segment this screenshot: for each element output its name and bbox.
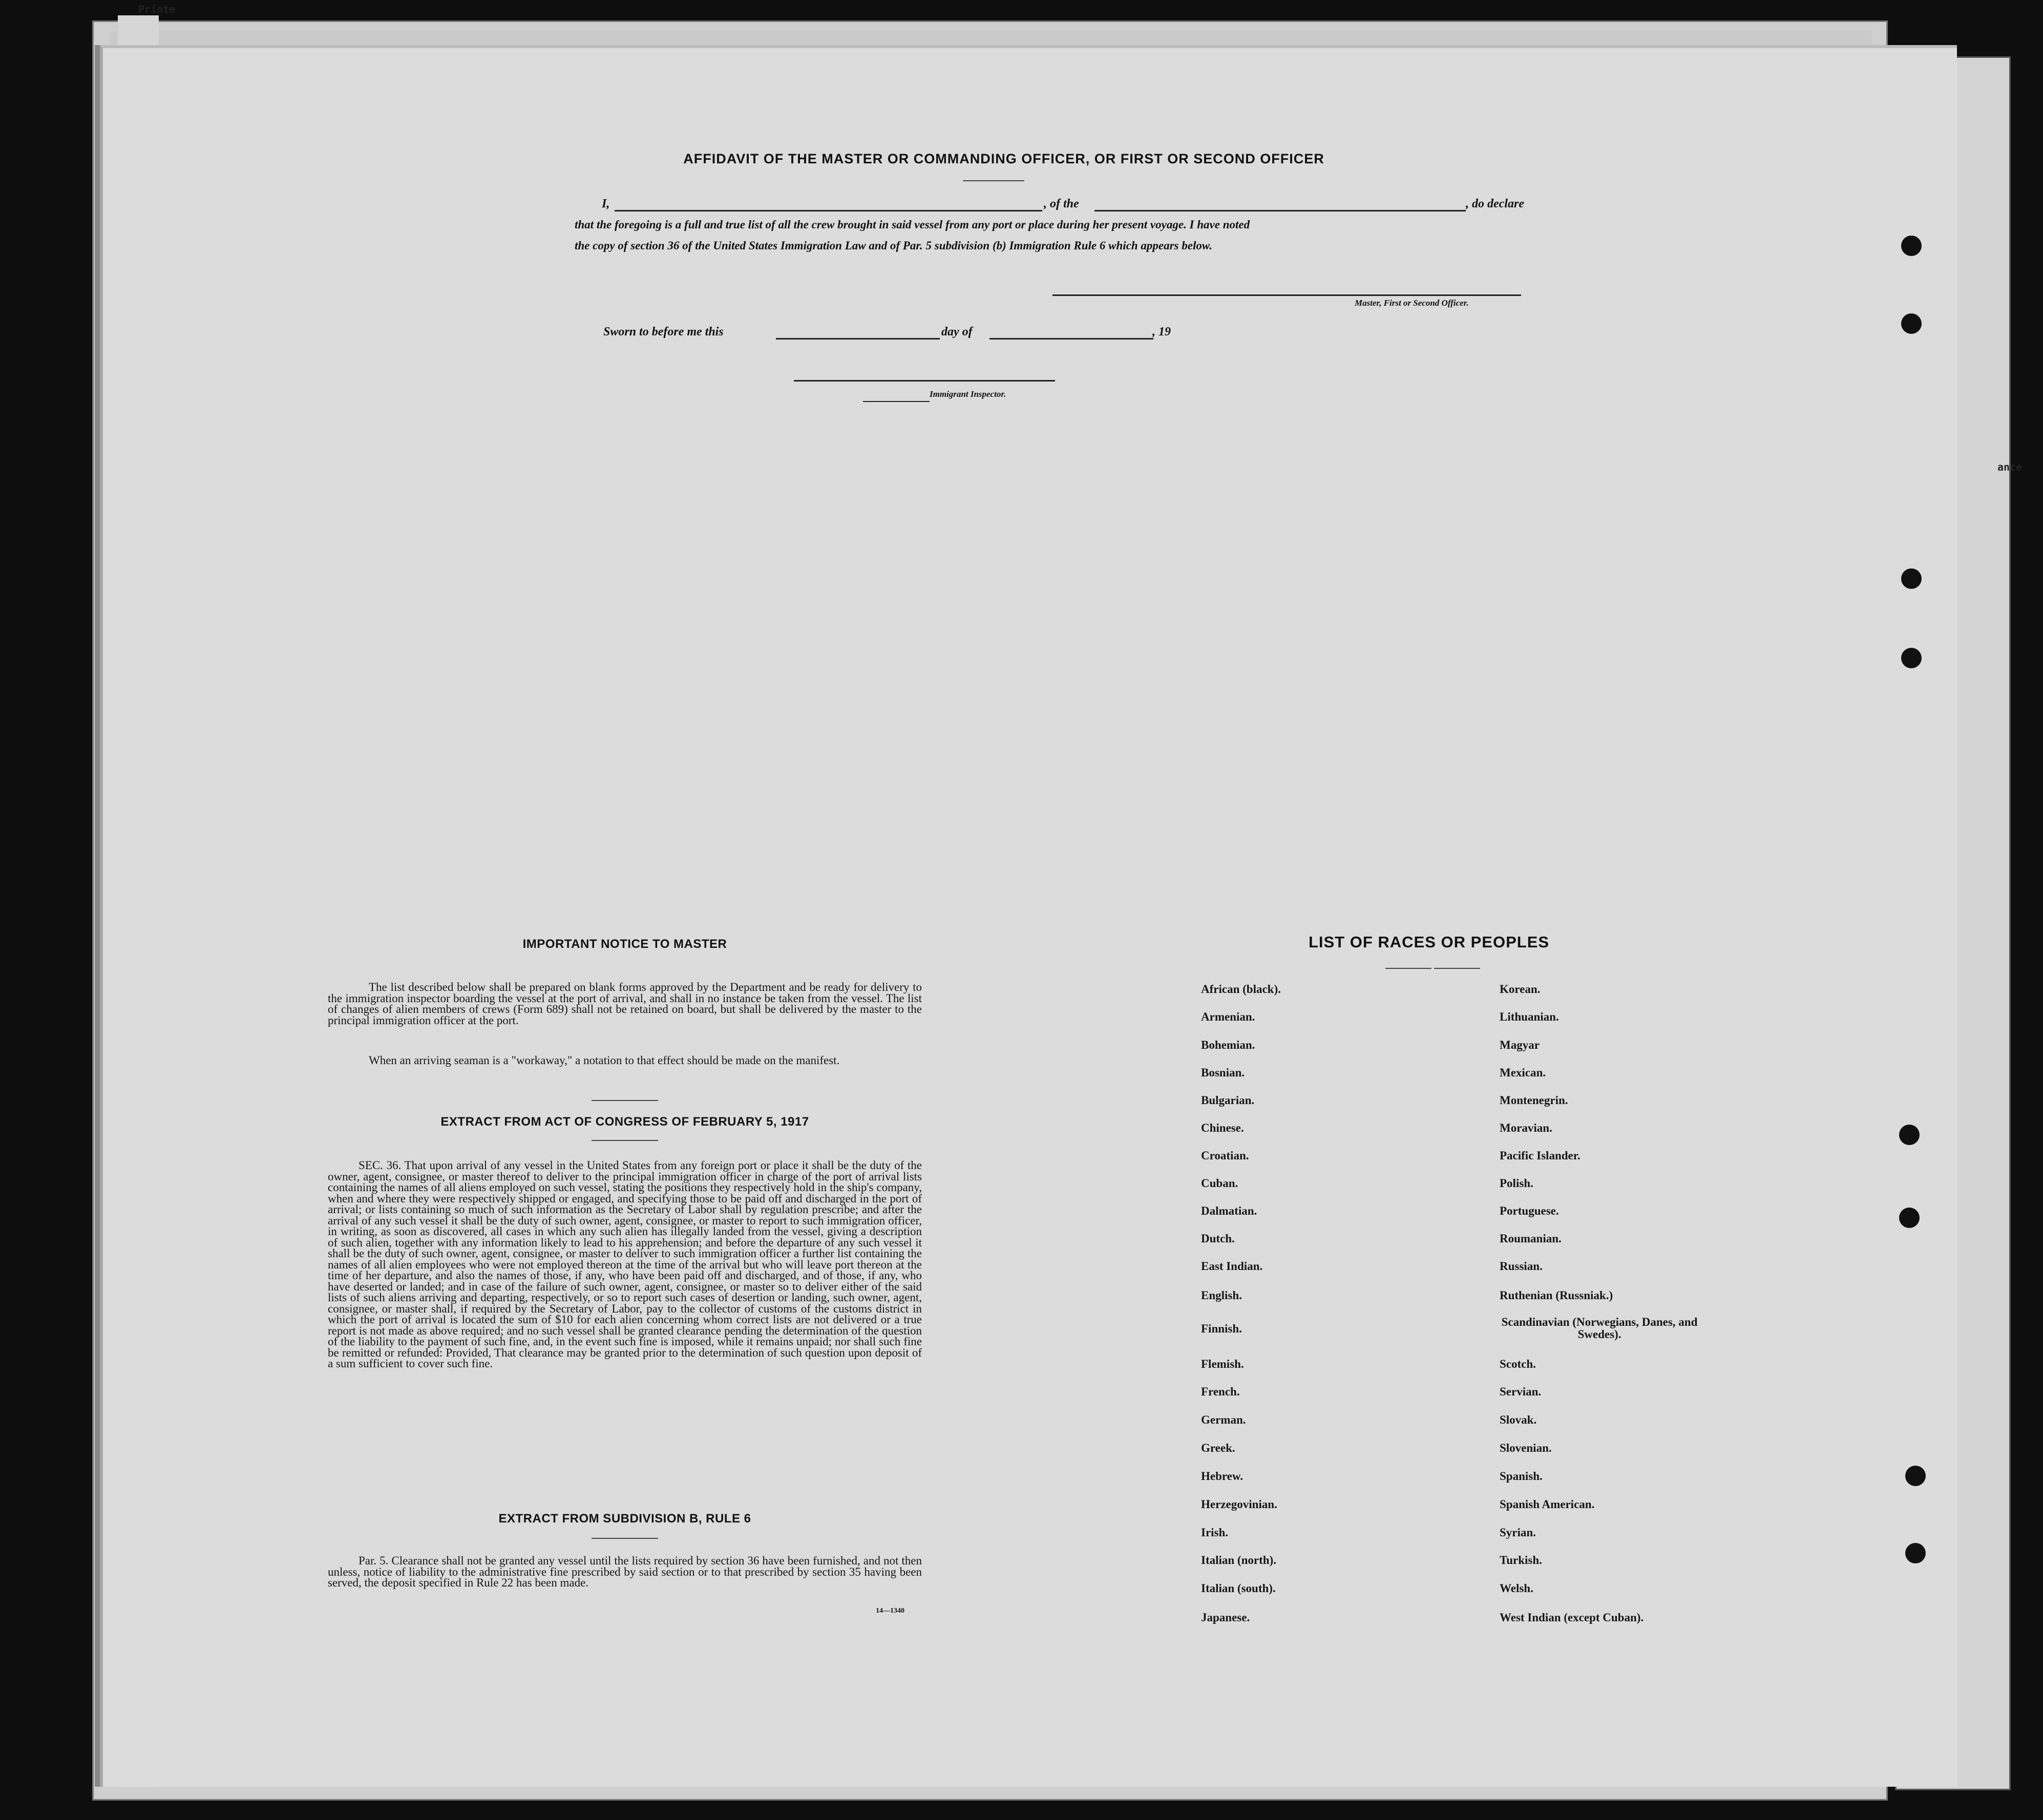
form-number: 14—1340 [876,1607,904,1615]
punch-hole-icon [1901,648,1922,668]
race-item: African (black). [1201,983,1281,996]
race-item: Bohemian. [1201,1039,1255,1051]
race-item: Scandinavian (Norwegians, Danes, and Swedes). [1501,1316,1698,1341]
race-item: Greek. [1201,1442,1235,1454]
race-item: Portuguese. [1500,1204,1559,1217]
race-item: East Indian. [1201,1260,1263,1273]
punch-hole-icon [1905,1543,1926,1563]
rule-extract-text: Par. 5. Clearance shall not be granted any vessel until the lists required by section 36 have been furnished, and not then unless, notice of liability to the administrative fine prescribed by said section or to that prescribed by section 35 having been served, the deposit specified in Rule 22 has been made. [328,1554,922,1589]
race-item: Roumanian. [1500,1232,1562,1245]
notice-paragraph-2: When an arriving seaman is a "workaway," a notation to that effect should be made on the manifest. [369,1054,840,1067]
rule-extract-title: EXTRACT FROM SUBDIVISION B, RULE 6 [498,1512,751,1526]
divider [592,1100,658,1101]
affidavit-line-3: the copy of section 36 of the United States Immigration Law and of Par. 5 subdivision (b) Immigration Rule 6 which appears below. [575,239,1213,252]
edge-label: Printe [138,3,176,15]
race-item: Magyar [1500,1039,1540,1051]
race-item: Spanish. [1500,1470,1543,1483]
race-item: West Indian (except Cuban). [1500,1611,1644,1624]
race-item: Bulgarian. [1201,1094,1255,1107]
race-item: Russian. [1500,1260,1543,1273]
notice-title: IMPORTANT NOTICE TO MASTER [522,937,727,951]
race-item: Bosnian. [1201,1066,1245,1079]
race-item: Herzegovinian. [1201,1498,1277,1511]
races-title: LIST OF RACES OR PEOPLES [1308,933,1550,951]
divider [1434,968,1480,969]
affidavit-i: I, [602,197,610,210]
race-item: Dalmatian. [1201,1204,1257,1217]
divider [592,1140,658,1141]
divider [592,1538,658,1539]
day-of-text: day of [941,325,973,338]
sworn-month-blank [989,338,1153,340]
master-signature-label: Master, First or Second Officer. [1355,298,1469,308]
race-item: Welsh. [1500,1582,1533,1595]
divider [1385,968,1431,969]
race-item: English. [1201,1289,1242,1302]
race-item: Ruthenian (Russniak.) [1500,1289,1613,1302]
edge-label: ance [1997,461,2023,473]
race-item: Finnish. [1201,1322,1242,1335]
inspector-signature-line [794,380,1055,382]
race-item: Italian (south). [1201,1582,1276,1595]
race-item: Slovak. [1500,1413,1537,1426]
affidavit-line-2: that the foregoing is a full and true list of all the crew brought in said vessel from any port or place during her present voyage. I have noted [575,218,1250,231]
inspector-short-line [863,401,930,402]
affidavit-title: AFFIDAVIT OF THE MASTER OR COMMANDING OFFICER, OR FIRST OR SECOND OFFICER [683,151,1324,166]
race-item: Lithuanian. [1500,1010,1559,1023]
race-item: Flemish. [1201,1358,1244,1370]
race-item: Cuban. [1201,1177,1238,1190]
race-item: Scotch. [1500,1358,1536,1370]
race-item: Irish. [1201,1526,1229,1539]
punch-hole-icon [1899,1208,1920,1228]
punch-hole-icon [1899,1125,1920,1145]
punch-hole-icon [1901,568,1922,589]
race-item: Korean. [1500,983,1541,996]
affidavit-declare: , do declare [1466,197,1524,210]
race-item: Hebrew. [1201,1470,1243,1483]
vessel-blank [1094,210,1466,211]
race-item: Armenian. [1201,1010,1255,1023]
race-item: French. [1201,1385,1240,1398]
sworn-day-blank [776,338,940,340]
race-item: Syrian. [1500,1526,1536,1539]
race-item: Servian. [1500,1385,1542,1398]
race-item: Italian (north). [1201,1554,1276,1567]
race-item: Mexican. [1500,1066,1546,1079]
act-extract-title: EXTRACT FROM ACT OF CONGRESS OF FEBRUARY 5, 1917 [440,1115,809,1129]
race-item: Moravian. [1500,1121,1552,1134]
race-item: Slovenian. [1500,1442,1552,1454]
race-item: Turkish. [1500,1554,1542,1567]
affidavit-of-the: , of the [1044,197,1079,210]
race-item: Spanish American. [1500,1498,1595,1511]
punch-hole-icon [1901,313,1922,334]
race-item: Croatian. [1201,1149,1249,1162]
punch-hole-icon [1901,236,1922,256]
race-item: German. [1201,1413,1246,1426]
inspector-label: Immigrant Inspector. [930,389,1006,399]
race-item: Polish. [1500,1177,1533,1190]
race-item: Japanese. [1201,1611,1250,1624]
sworn-text: Sworn to before me this [603,325,724,338]
name-blank [615,210,1042,211]
race-item: Pacific Islander. [1500,1149,1581,1162]
year-text: , 19 [1152,325,1171,338]
race-item: Chinese. [1201,1121,1244,1134]
race-item: Dutch. [1201,1232,1235,1245]
master-signature-line [1052,294,1521,296]
act-extract-text: SEC. 36. That upon arrival of any vessel in the United States from any foreign port or place it shall be the duty of the owner, agent, consignee, or master thereof to deliver to the principal immigration officer in charge of the port of arrival lists containing the names of all aliens employed on such vessel, stating the positions they respectively hold in the ship's company, when and where they were respectively shipped or engaged, and specifying those to be paid off and discharged in the port of arrival; or lists containing so much of such information as the Secretary of Labor shall by regulation prescribe; and after the arrival of any such vessel it shall be the duty of such owner, agent, consignee, or master to report to such immigration officer, in writing, as soon as discovered, all cases in which any such alien has illegally landed from the vessel, giving a description of such alien, together with any information likely to lead to his apprehension; and before the departure of any such vessel it shall be the duty of such owner, agent, consignee, or master to deliver to such immigration officer a further list containing the names of all alien employees who were not employed thereon at the time of the arrival but who will leave port thereon at the time of her departure, and also the names of those, if any, who have been paid off and discharged, and of those, if any, who have deserted or landed; and in case of the failure of such owner, agent, consignee, or master so to deliver either of the said lists of such aliens arriving and departing, respectively, or so to report such cases of desertion or landing, such owner, agent, consignee, or master shall, if required by the Secretary of Labor, pay to the collector of customs of the customs district in which the port of arrival is located the sum of $10 for each alien concerning whom correct lists are not delivered or a true report is not made as above required; and no such vessel shall be granted clearance pending the determination of the question of the liability to the payment of such fine, and, in the event such fine is imposed, while it remains unpaid; nor shall such fine be remitted or refunded: Provided, That clearance may be granted prior to the determination of such question upon deposit of a sum sufficient to cover such fine. [328,1159,922,1370]
race-item: Montenegrin. [1500,1094,1568,1107]
notice-paragraph-1: The list described below shall be prepared on blank forms approved by the Department and be ready for delivery to the immigration inspector boarding the vessel at the port of arrival, and shall in no instance be taken from the vessel. The list of changes of alien members of crews (Form 689) shall not be retained on board, but shall be delivered by the master to the principal immigration officer at the port. [328,981,922,1027]
punch-hole-icon [1905,1466,1926,1486]
divider [963,180,1024,181]
